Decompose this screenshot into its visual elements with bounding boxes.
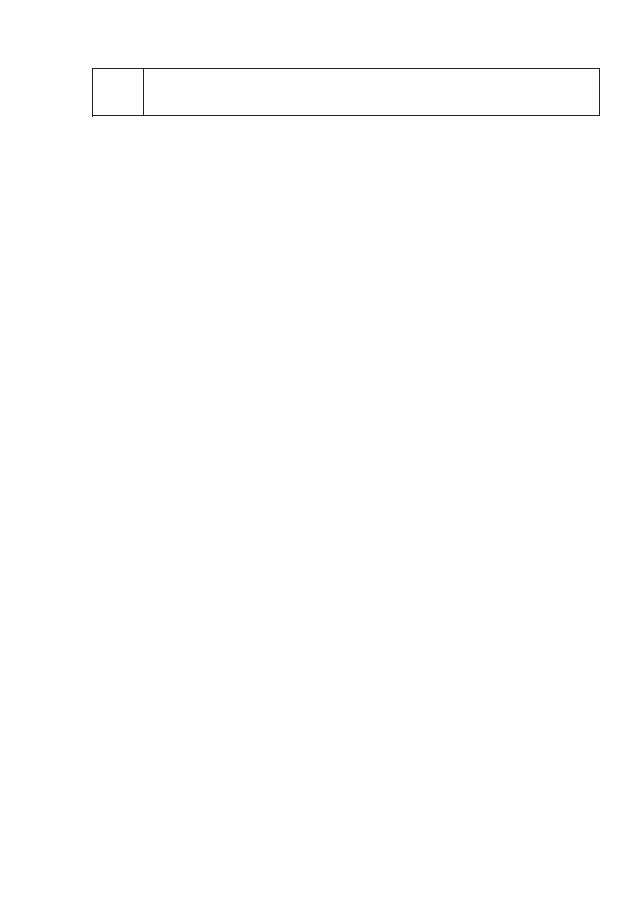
distance-header (144, 69, 600, 116)
rate-table (92, 68, 600, 116)
weight-header (93, 69, 144, 116)
